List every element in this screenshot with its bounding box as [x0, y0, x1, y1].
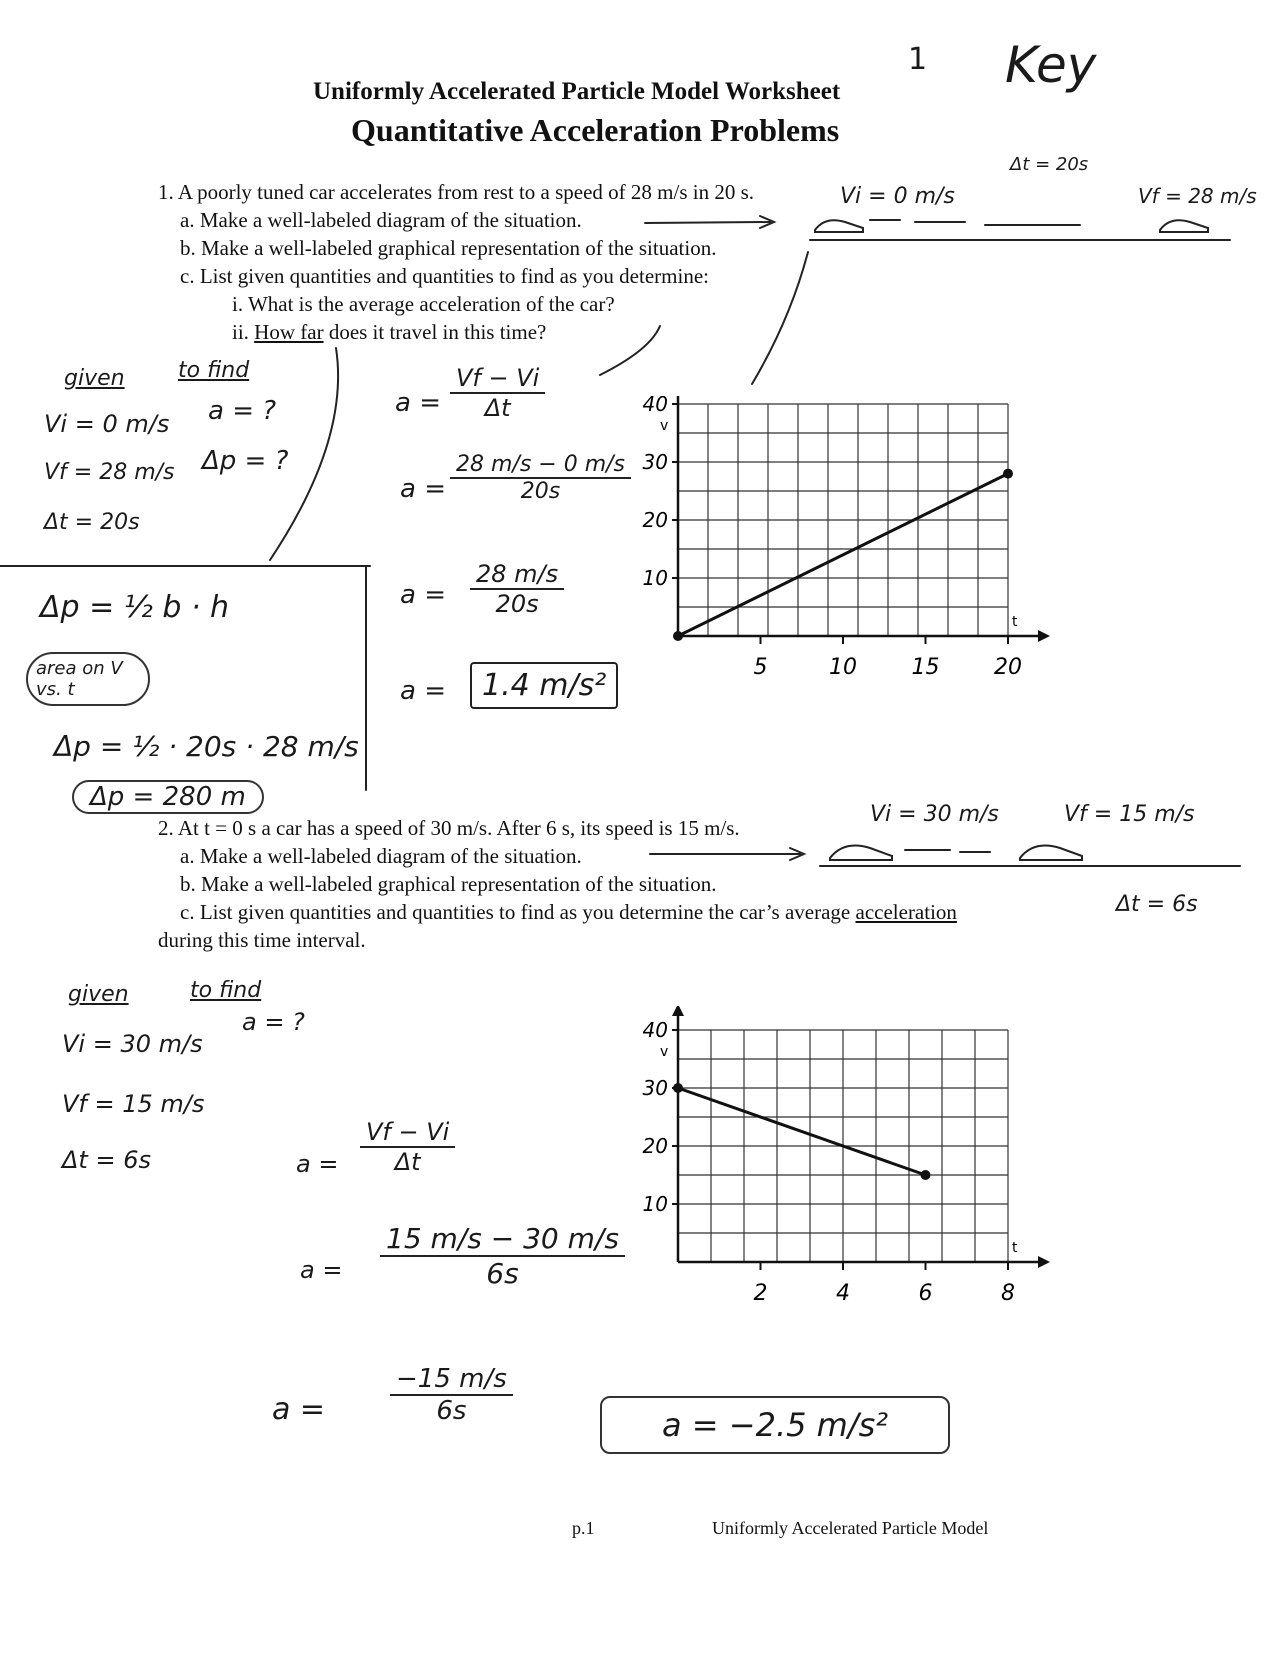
problem2-part-a: a. Make a well-labeled diagram of the situation.: [180, 844, 582, 868]
p1-step3-den: 20s: [495, 590, 539, 618]
problem1-stem: 1. A poorly tuned car accelerates from rest to a speed of 28 m/s in 20 s.: [158, 180, 754, 204]
problem2-part-b: b. Make a well-labeled graphical representation of the situation.: [180, 872, 717, 896]
p2-find-label: to find: [190, 978, 262, 1003]
x-tick-label: 10: [829, 655, 857, 680]
y-tick-label: 30: [642, 450, 668, 474]
part-ii-underlined: How far: [254, 320, 324, 344]
p2-step2-den: 6s: [486, 1257, 519, 1290]
p2-step2-num: 15 m/s − 30 m/s: [380, 1222, 625, 1257]
p2-formula-den: Δt: [394, 1148, 421, 1176]
key-label: Key: [1005, 36, 1097, 94]
p2-answer: a = −2.5 m/s²: [600, 1396, 950, 1454]
p1-work-pointer-arrow: [600, 326, 660, 375]
p1-diagram-dt: Δt = 20s: [1010, 154, 1089, 175]
x-tick-label: 20: [994, 655, 1022, 680]
p1-a-label-1: a =: [395, 388, 441, 418]
y-tick-label: 10: [642, 1192, 668, 1216]
footer-page: p.1: [572, 1518, 595, 1538]
p1-step3-num: 28 m/s: [470, 560, 564, 590]
y-tick-label: 20: [642, 1134, 668, 1158]
p1-formula-den: Δt: [484, 394, 511, 422]
footer-model-name: Uniformly Accelerated Particle Model: [712, 1518, 989, 1538]
problem1-part-i: i. What is the average acceleration of the car?: [232, 292, 615, 316]
p2-a-label-2: a =: [300, 1256, 343, 1284]
p1-find-label: to find: [178, 358, 250, 383]
y-tick-label: 40: [642, 1018, 668, 1042]
p2-part-c-prefix: c. List given quantities and quantities to find as you determine the car’s average: [180, 900, 856, 924]
p2-diagram-vf: Vf = 15 m/s: [1064, 802, 1195, 827]
p2-diagram-dt: Δt = 6s: [1116, 892, 1198, 917]
y-axis-label: v: [660, 1044, 669, 1060]
p1-answer: 1.4 m/s²: [470, 662, 618, 709]
p2-diagram-vi: Vi = 30 m/s: [870, 802, 999, 827]
x-axis-label: t: [1012, 1240, 1018, 1256]
p1-diagram-vi: Vi = 0 m/s: [840, 184, 955, 209]
p1-find-dp: Δp = ?: [202, 446, 289, 476]
worksheet-title: Uniformly Accelerated Particle Model Worksheet: [313, 78, 841, 105]
p1-formula-num: Vf − Vi: [450, 364, 545, 394]
p1-a-label-2: a =: [400, 474, 446, 504]
p1-dp-formula: Δp = ½ b · h: [40, 590, 230, 625]
p1-car-end-icon: [1160, 220, 1208, 232]
p2-a-label-1: a =: [296, 1150, 339, 1178]
y-tick-label: 10: [642, 566, 668, 590]
p1-dp-answer: Δp = 280 m: [72, 780, 264, 814]
p1-displacement-pointer-arrow: [270, 348, 338, 560]
x-tick-label: 2: [753, 1281, 768, 1306]
p2-step3-den: 6s: [436, 1396, 467, 1426]
y-tick-label: 30: [642, 1076, 668, 1100]
p2-find-a: a = ?: [242, 1008, 305, 1036]
p1-find-a: a = ?: [208, 396, 277, 426]
x-axis-label: t: [1012, 614, 1018, 630]
p2-given-dt: Δt = 6s: [62, 1146, 151, 1174]
p1-given-dt: Δt = 20s: [44, 510, 140, 535]
p1-given-vf: Vf = 28 m/s: [44, 460, 175, 485]
problem2-stem: 2. At t = 0 s a car has a speed of 30 m/s. After 6 s, its speed is 15 m/s.: [158, 816, 740, 840]
p1-step2-num: 28 m/s − 0 m/s: [450, 452, 631, 479]
p1-given-label: given: [64, 366, 125, 391]
x-tick-label: 6: [918, 1281, 933, 1306]
p2-part-c-underlined: acceleration: [855, 900, 957, 924]
part-ii-rest: does it travel in this time?: [323, 320, 547, 344]
p1-dp-calc: Δp = ½ · 20s · 28 m/s: [54, 730, 359, 763]
x-tick-label: 5: [753, 655, 768, 680]
p2-step3-num: −15 m/s: [390, 1364, 513, 1396]
p1-car-start-icon: [815, 220, 863, 232]
worksheet-subtitle: Quantitative Acceleration Problems: [351, 112, 840, 148]
p2-given-vi: Vi = 30 m/s: [62, 1030, 203, 1058]
p1-graph-pointer-arrow: [752, 252, 808, 384]
x-tick-label: 15: [911, 655, 940, 680]
problem1-part-b: b. Make a well-labeled graphical representation of the situation.: [180, 236, 717, 260]
x-tick-label: 8: [1001, 1281, 1015, 1306]
x-tick-label: 4: [836, 1281, 850, 1306]
p1-diagram-pointer-arrow: [645, 222, 770, 223]
page-number-mark: 1: [908, 42, 928, 77]
p1-diagram-vf: Vf = 28 m/s: [1138, 184, 1257, 208]
p1-a-label-3: a =: [400, 580, 446, 610]
p2-given-label: given: [68, 982, 129, 1007]
problem1-part-a: a. Make a well-labeled diagram of the situation.: [180, 208, 582, 232]
p1-dp-note: area on V vs. t: [26, 652, 150, 706]
p2-formula-num: Vf − Vi: [360, 1118, 455, 1148]
p2-car-start-icon: [830, 846, 892, 860]
p1-given-vi: Vi = 0 m/s: [44, 410, 170, 438]
p1-a-label-4: a =: [400, 676, 446, 706]
y-axis-label: v: [660, 418, 669, 434]
p2-a-label-3: a =: [272, 1392, 326, 1427]
problem2-part-c-line2: during this time interval.: [158, 928, 366, 952]
p2-car-end-icon: [1020, 846, 1082, 860]
part-ii-prefix: ii.: [232, 320, 255, 344]
p2-given-vf: Vf = 15 m/s: [62, 1090, 205, 1118]
p1-step2-den: 20s: [520, 479, 561, 504]
y-tick-label: 40: [642, 396, 668, 416]
y-tick-label: 20: [642, 508, 668, 532]
problem1-part-c: c. List given quantities and quantities to find as you determine:: [180, 264, 709, 288]
